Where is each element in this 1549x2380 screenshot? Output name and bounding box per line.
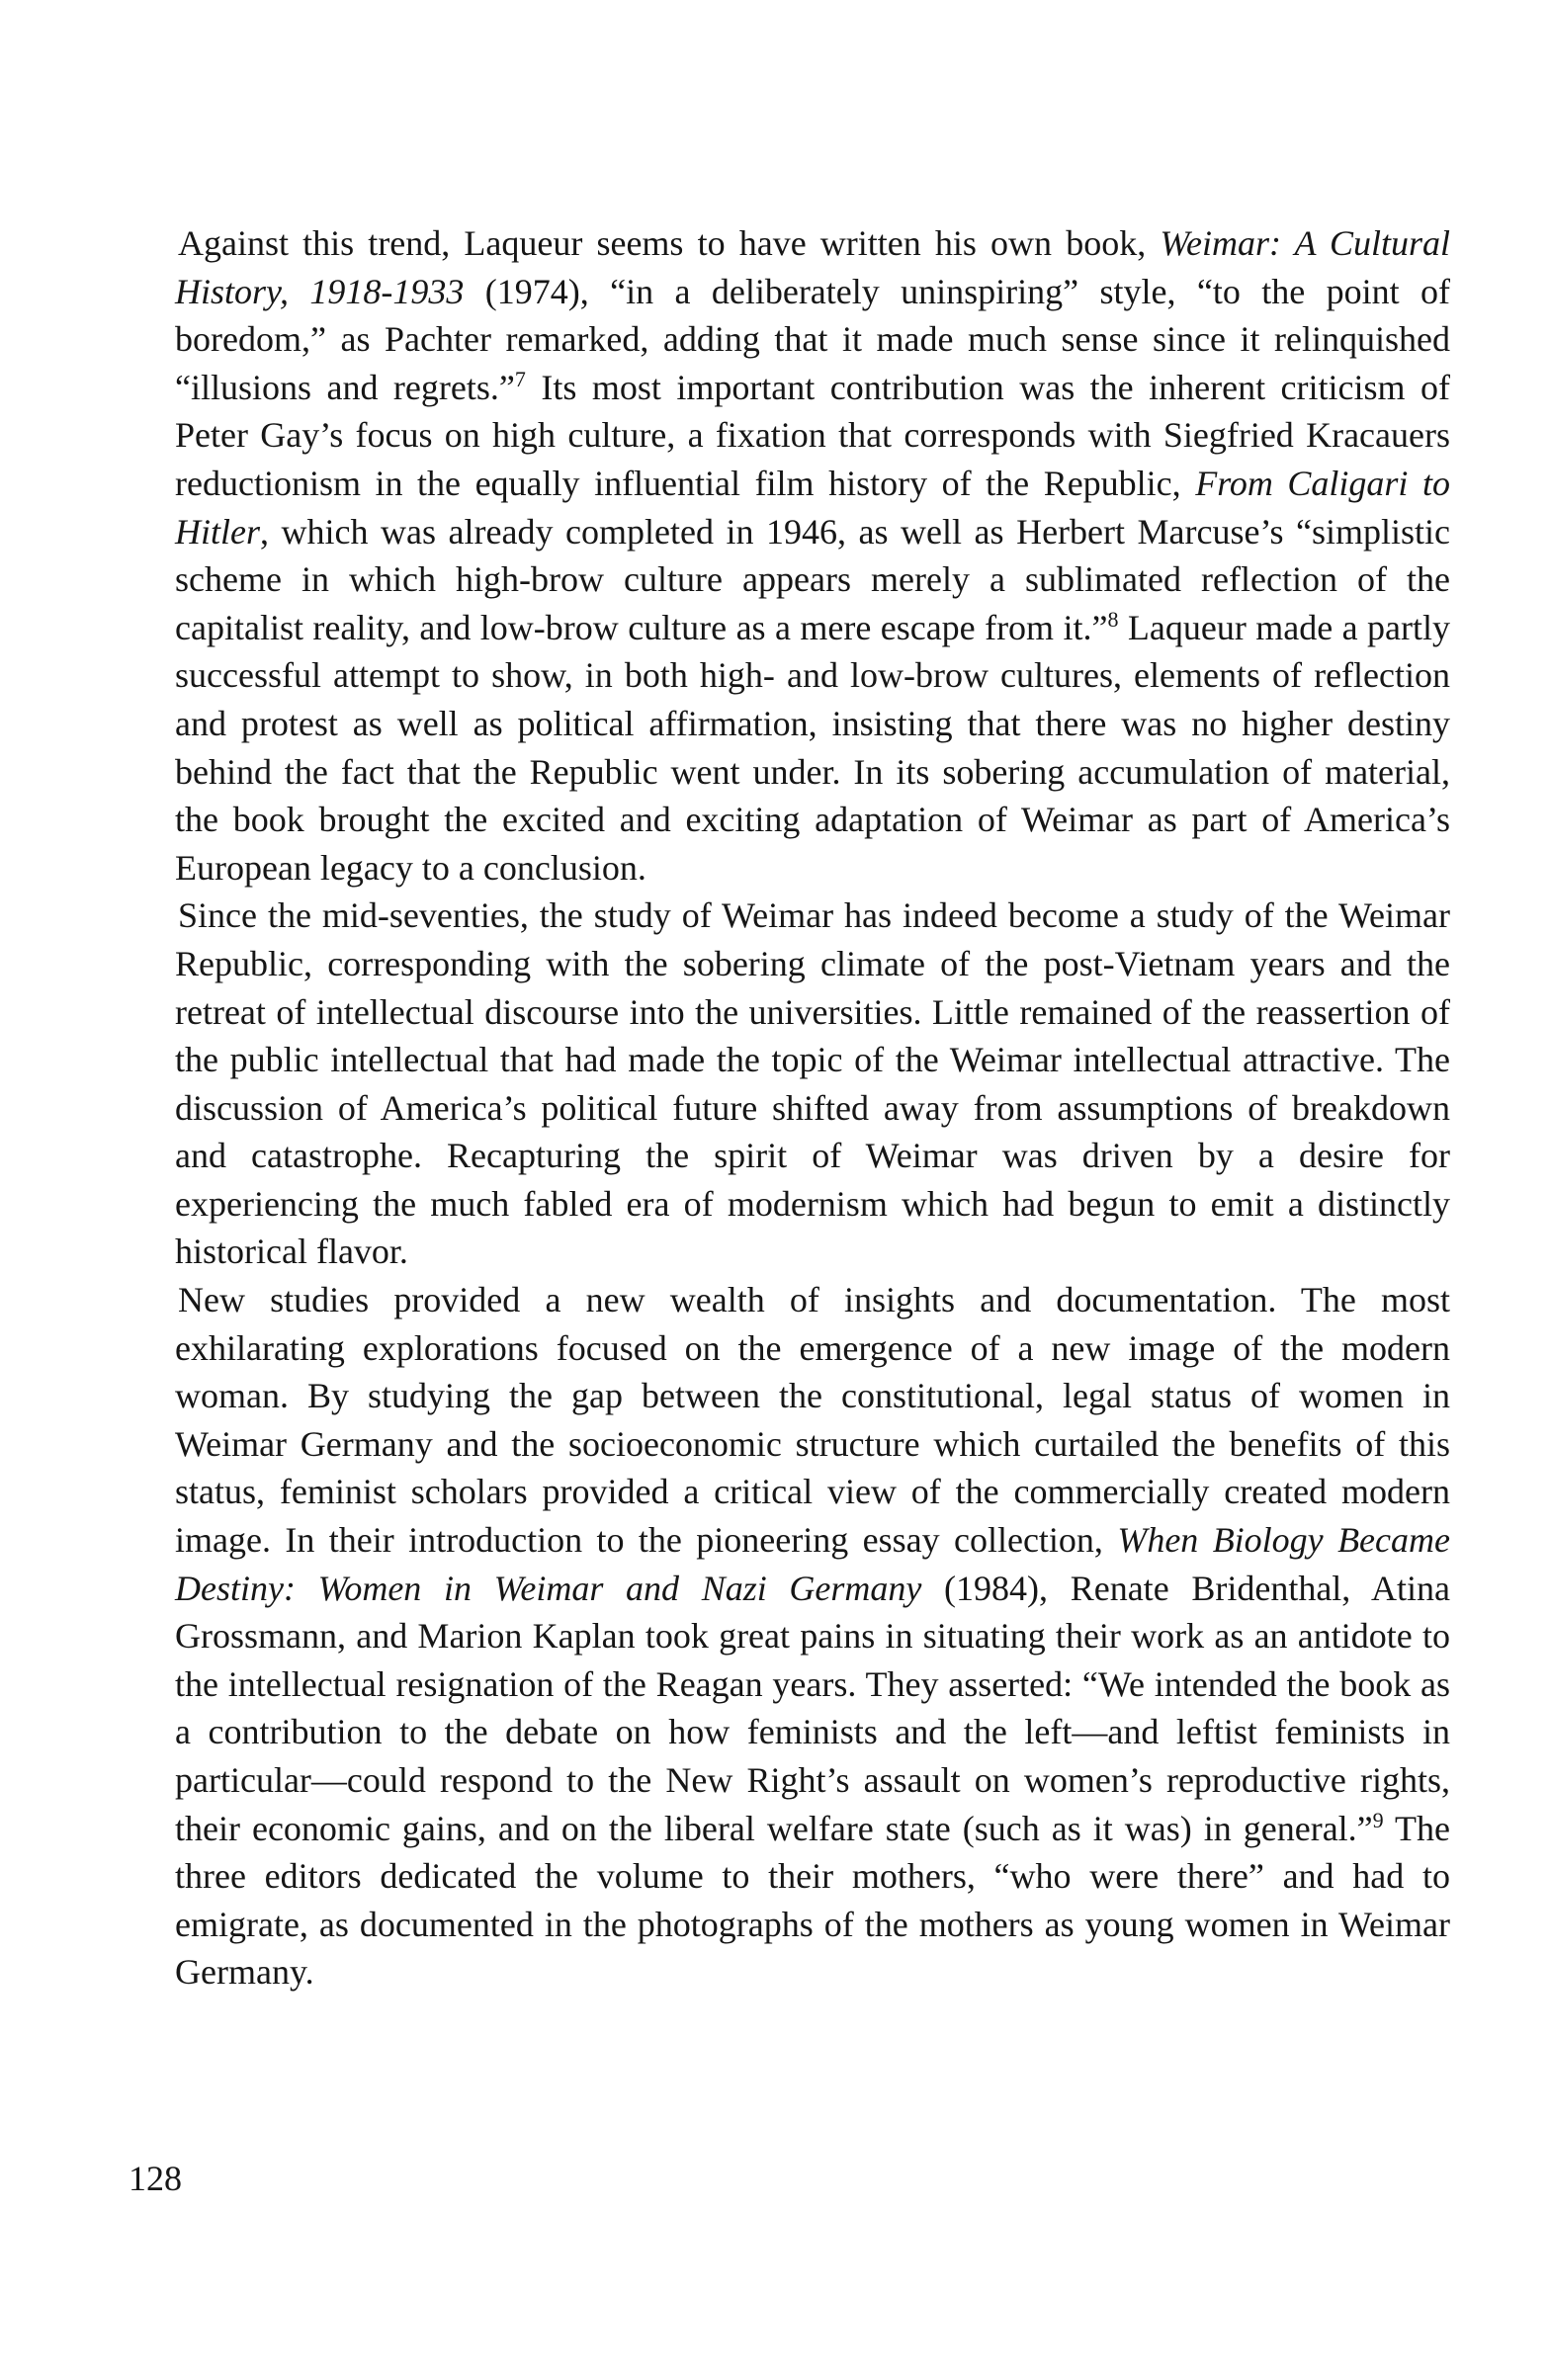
text-run: Since the mid-seventies, the study of Weimar has indeed become a study of the Weimar Republic, corresponding with the sobering climate of the post-Vietnam years and the retreat of intellectual discourse into the universities. Little remained of the reassertion of the public intellectual that had made the topic of the Weimar intellectual attractive. The discussion of America’s political future shifted away from assumptions of breakdown and catastrophe. Recapturing the spirit of Weimar was driven by a desire for experiencing the much fabled era of modernism which had begun to emit a distinctly historical flavor. (175, 895, 1450, 1272)
text-run: New studies provided a new wealth of insights and documentation. The most exhilarating explorations focused on the emergence of a new image of the modern woman. By studying the gap between the constitutional, legal status of women in Weimar Germany and the socioeconomic structure which curtailed the benefits of this status, feminist scholars provided a critical view of the commercially created modern image. In their introduction to the pioneering essay collection, (175, 1280, 1450, 1561)
paragraph-2 (175, 892, 1450, 1276)
footnote-marker: 8 (1107, 606, 1119, 632)
paragraph-1 (175, 219, 1450, 892)
footnote-marker: 9 (1372, 1807, 1384, 1832)
text-run: Its most important contribution was the inherent criticism of Peter Gay’s focus on high culture, a fixation that corresponds with Siegfried Kracauers reductionism in the equally influential film history of the Republic, (175, 367, 1450, 503)
text-run: The three editors dedicated the volume to their mothers, “who were there” and had to emigrate, as documented in the photographs of the mothers as young women in Weimar Germany. (175, 1808, 1450, 1993)
footnote-marker: 7 (514, 366, 526, 391)
paragraph-3 (175, 1276, 1450, 1997)
body-text (175, 219, 1450, 1997)
text-run: , which was already completed in 1946, as well as Herbert Marcuse’s “simplistic scheme in which high-brow culture appears merely a sublimated reflection of the capitalist reality, and low-brow culture as a mere escape from it.” (175, 511, 1450, 647)
text-run: Laqueur made a partly successful attempt to show, in both high- and low-brow cultures, elements of reflection and protest as well as political affirmation, insisting that there was no higher destiny behind the fact that the Republic went under. In its sobering accumulation of material, the book brought the excited and exciting adaptation of Weimar as part of America’s European legacy to a conclusion. (175, 607, 1450, 888)
text-run: Against this trend, Laqueur seems to have written his own book, (178, 223, 1161, 263)
text-run: (1984), Renate Bridenthal, Atina Grossmann, and Marion Kaplan took great pains in situating their work as an antidote to the intellectual resignation of the Reagan years. They asserted: “We intended the book as a contribution to the debate on how feminists and the left—and leftist feminists in particular—could respond to the New Right’s assault on women’s reproductive rights, their economic gains, and on the liberal welfare state (such as it was) in general.” (175, 1568, 1450, 1848)
page-number: 128 (129, 2159, 182, 2198)
text-run: (1974), “in a deliberately uninspiring” style, “to the point of boredom,” as Pachter remarked, adding that it made much sense since it relinquished “illusions and regrets.” (175, 271, 1450, 407)
italic-title: From Caligari to Hitler (175, 463, 1450, 552)
italic-title: Weimar: A Cultural History, 1918-1933 (175, 223, 1450, 311)
italic-title: When Biology Became Destiny: Women in Weimar and Nazi Germany (175, 1520, 1450, 1608)
